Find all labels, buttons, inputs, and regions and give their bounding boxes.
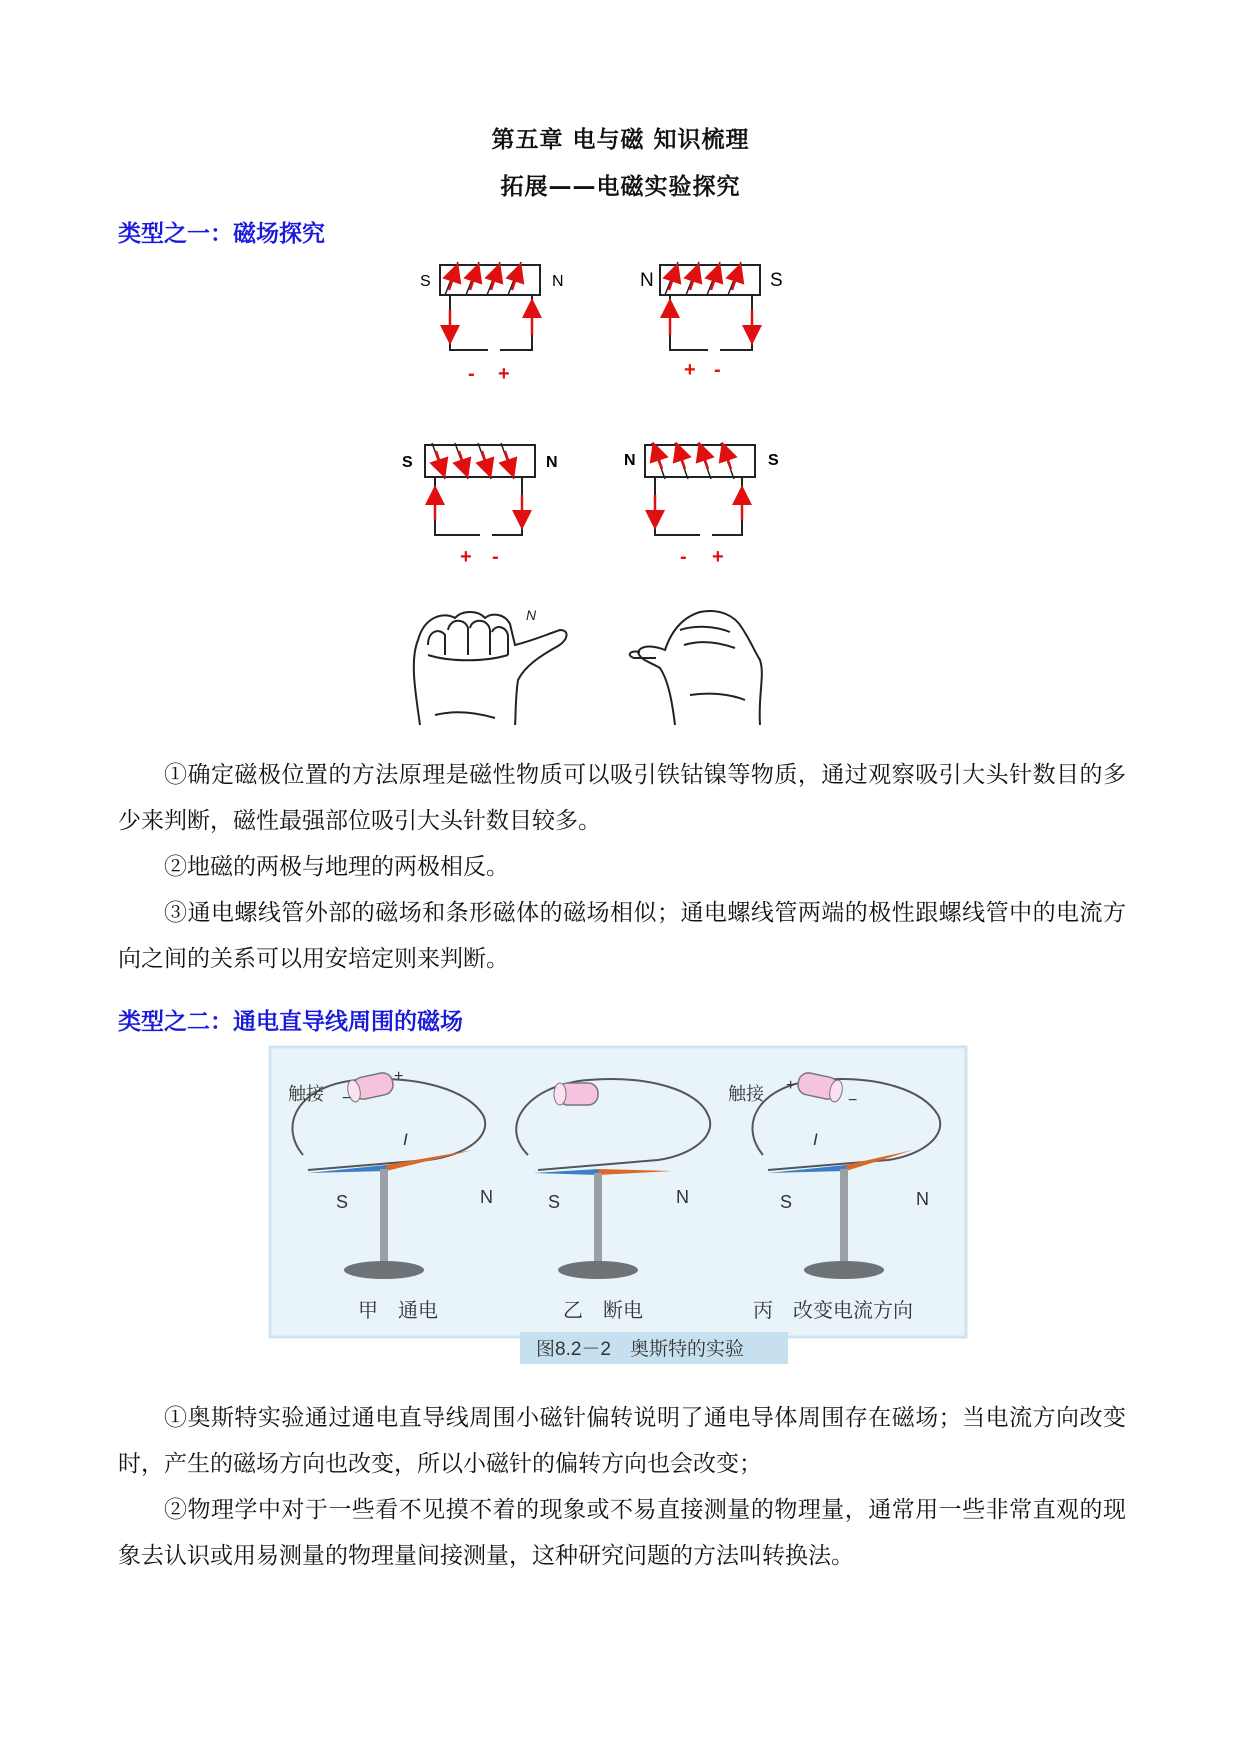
terminal-label: -: [468, 363, 475, 385]
terminal-label: -: [714, 359, 721, 381]
pole-label: N: [916, 1189, 929, 1209]
paragraph: ②物理学中对于一些看不见摸不着的现象或不易直接测量的物理量，通常用一些非常直观的现象去认识或用易测量的物理量间接测量，这种研究问题的方法叫转换法。: [118, 1497, 1126, 1569]
touch-label: 触接: [288, 1084, 324, 1104]
pole-label: S: [402, 454, 413, 471]
terminal-label: +: [712, 546, 724, 568]
terminal-label: +: [786, 1077, 796, 1094]
paragraph: ①确定磁极位置的方法原理是磁性物质可以吸引铁钴镍等物质，通过观察吸引大头针数目的多少来判断，磁性最强部位吸引大头针数目较多。: [118, 762, 1126, 834]
terminal-label: +: [394, 1068, 404, 1085]
solenoid-panel-3: [402, 443, 558, 568]
terminal-label: −: [342, 1090, 352, 1107]
paragraph: ①奥斯特实验通过通电直导线周围小磁针偏转说明了通电导体周围存在磁场；当电流方向改变时，产生的磁场方向也改变，所以小磁针的偏转方向也会改变；: [118, 1405, 1126, 1477]
terminal-label: +: [498, 363, 510, 385]
paragraph: ②地磁的两极与地理的两极相反。: [164, 854, 509, 880]
terminal-label: −: [848, 1092, 858, 1109]
pole-label: S: [770, 270, 783, 291]
panel-caption: 乙 断电: [563, 1300, 643, 1322]
pole-label: N: [552, 273, 564, 290]
current-label: I: [813, 1130, 818, 1149]
figure-caption: 图8.2－2 奥斯特的实验: [536, 1339, 744, 1360]
panel-caption: 甲 通电: [358, 1300, 438, 1322]
oersted-figure: [268, 1045, 968, 1365]
pole-label: S: [336, 1192, 349, 1212]
terminal-label: -: [492, 546, 499, 568]
panel-caption: 丙 改变电流方向: [753, 1300, 913, 1322]
paragraph: ③通电螺线管外部的磁场和条形磁体的磁场相似；通电螺线管两端的极性跟螺线管中的电流方向之间的关系可以用安培定则来判断。: [118, 900, 1126, 972]
terminal-label: +: [684, 359, 696, 381]
right-hand-illustration: [630, 611, 762, 725]
section-heading-1: 类型之一：磁场探究: [118, 221, 325, 247]
pole-label: S: [768, 452, 779, 469]
right-hand-illustration: [414, 607, 567, 725]
page-title: 第五章 电与磁 知识梳理: [491, 127, 750, 153]
touch-label: 触接: [728, 1084, 764, 1104]
terminal-label: -: [680, 546, 687, 568]
terminal-label: +: [460, 546, 472, 568]
solenoid-panel-1: [420, 262, 564, 385]
current-label: I: [403, 1130, 408, 1149]
pole-label: S: [420, 273, 431, 290]
pole-label: N: [640, 270, 654, 291]
page-subtitle: 拓展——电磁实验探究: [500, 174, 741, 200]
solenoid-panel-4: [624, 443, 779, 568]
pole-label: N: [526, 607, 537, 623]
solenoid-figure: [400, 250, 830, 740]
solenoid-panel-2: [640, 262, 783, 381]
pole-label: N: [624, 452, 636, 469]
pole-label: N: [676, 1187, 689, 1207]
pole-label: N: [480, 1187, 493, 1207]
pole-label: S: [780, 1192, 793, 1212]
pole-label: S: [548, 1192, 561, 1212]
pole-label: N: [546, 454, 558, 471]
section-heading-2: 类型之二：通电直导线周围的磁场: [118, 1009, 463, 1035]
